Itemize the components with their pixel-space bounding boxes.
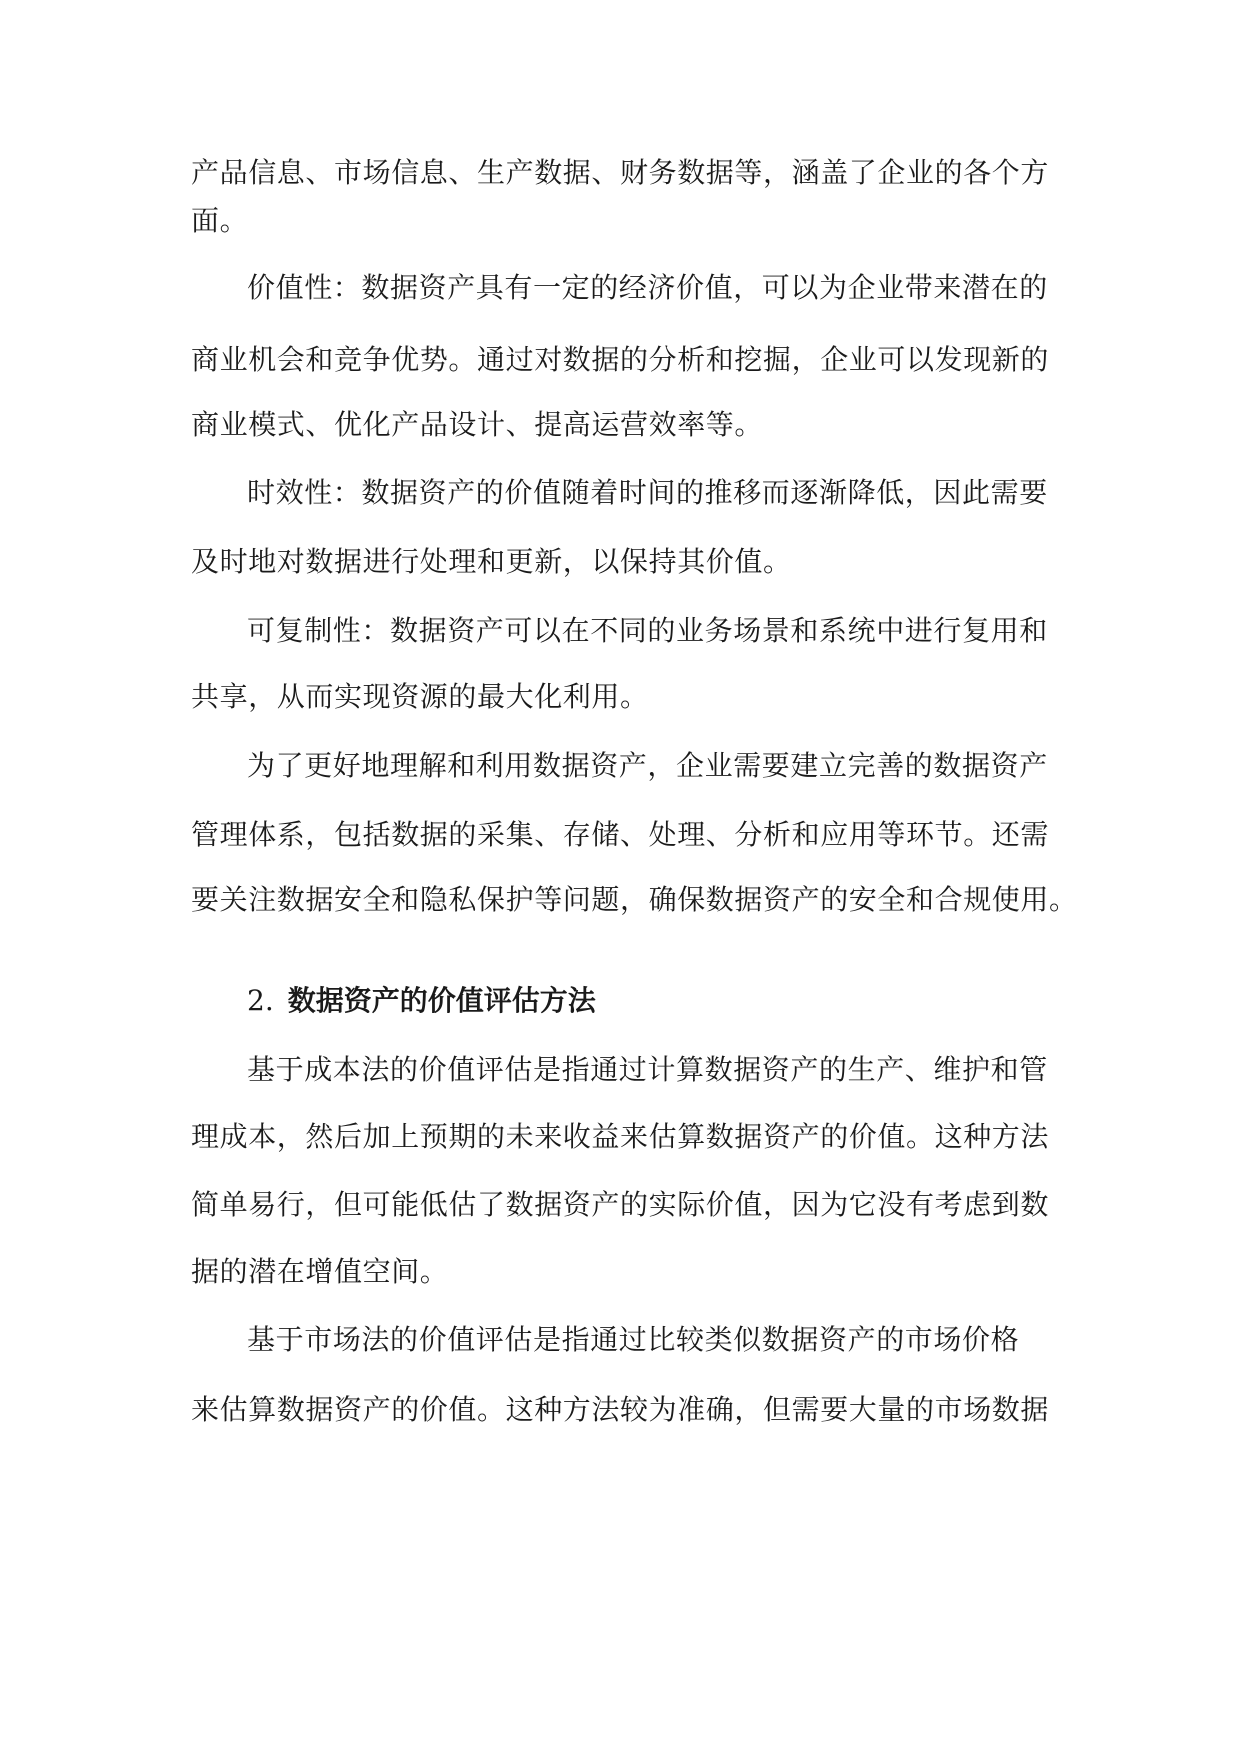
text-line: 要关注数据安全和隐私保护等问题，确保数据资产的安全和合规使用。 — [191, 883, 1078, 916]
text-line: 商业机会和竞争优势。通过对数据的分析和挖掘，企业可以发现新的 — [191, 343, 1050, 376]
section-title: 数据资产的价值评估方法 — [287, 984, 596, 1017]
text-line: 理成本，然后加上预期的未来收益来估算数据资产的价值。这种方法 — [191, 1120, 1050, 1153]
paragraph-value: 价值性：数据资产具有一定的经济价值，可以为企业带来潜在的 — [247, 271, 1048, 304]
paragraph-cost-method: 基于成本法的价值评估是指通过计算数据资产的生产、维护和管 — [247, 1053, 1048, 1086]
text-line: 共享，从而实现资源的最大化利用。 — [191, 680, 649, 713]
text-line: 管理体系，包括数据的采集、存储、处理、分析和应用等环节。还需 — [191, 818, 1050, 851]
text-line: 来估算数据资产的价值。这种方法较为准确，但需要大量的市场数据 — [191, 1393, 1050, 1426]
paragraph-management: 为了更好地理解和利用数据资产，企业需要建立完善的数据资产 — [247, 749, 1048, 782]
section-heading — [247, 981, 596, 1021]
paragraph-timeliness: 时效性：数据资产的价值随着时间的推移而逐渐降低，因此需要 — [247, 476, 1048, 509]
text-line: 商业模式、优化产品设计、提高运营效率等。 — [191, 408, 764, 441]
text-line: 据的潜在增值空间。 — [191, 1255, 449, 1288]
paragraph-market-method: 基于市场法的价值评估是指通过比较类似数据资产的市场价格 — [247, 1323, 1020, 1356]
text-line: 产品信息、市场信息、生产数据、财务数据等，涵盖了企业的各个方 — [191, 156, 1050, 189]
text-line: 简单易行，但可能低估了数据资产的实际价值，因为它没有考虑到数 — [191, 1188, 1050, 1221]
text-line: 及时地对数据进行处理和更新，以保持其价值。 — [191, 545, 792, 578]
text-line: 面。 — [191, 204, 249, 237]
paragraph-replicability: 可复制性：数据资产可以在不同的业务场景和系统中进行复用和 — [247, 614, 1048, 647]
section-number: 2. — [247, 984, 274, 1017]
